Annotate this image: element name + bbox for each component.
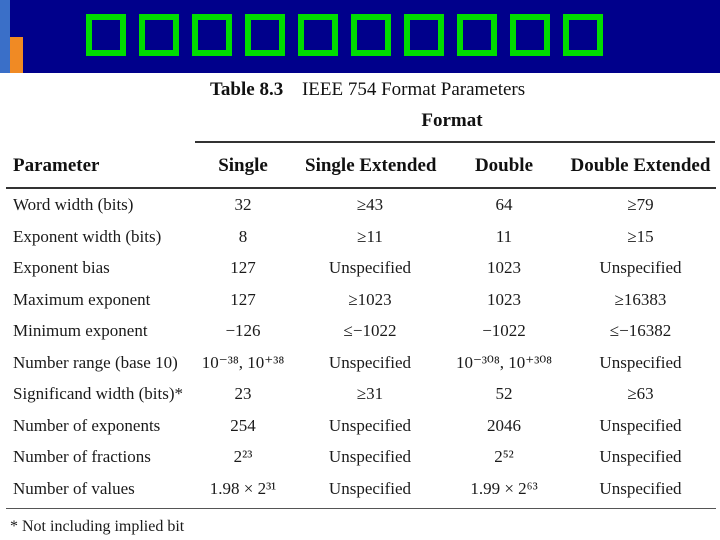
- cell-single: 8: [238, 226, 248, 246]
- cell-single: 254: [230, 415, 256, 435]
- cell-single-extended: ≥11: [357, 226, 383, 246]
- cell-parameter: Number of fractions: [13, 447, 151, 466]
- cell-parameter: Exponent bias: [13, 258, 110, 277]
- column-header-single: Single: [218, 155, 268, 176]
- cell-double-extended: Unspecified: [599, 478, 682, 498]
- missing-glyph-box: [298, 14, 338, 56]
- cell-double: −1022: [482, 321, 526, 340]
- cell-single: 127: [230, 289, 256, 309]
- cell-single-extended: Unspecified: [328, 447, 412, 466]
- table-row: [0, 290, 720, 320]
- cell-single: 10⁻³⁸, 10⁺³⁸: [201, 352, 285, 372]
- cell-double: 2046: [487, 415, 521, 435]
- cell-double: 10⁻³⁰⁸, 10⁺³⁰⁸: [455, 352, 553, 372]
- cell-parameter: Significand width (bits)*: [13, 384, 183, 403]
- table-rule-bottom: [6, 508, 716, 509]
- cell-double-extended: ≥79: [627, 195, 654, 214]
- missing-glyph-box: [457, 14, 497, 56]
- cell-single-extended: Unspecified: [328, 258, 412, 277]
- cell-single: 23: [234, 384, 252, 403]
- cell-double: 2⁵²: [494, 447, 514, 466]
- cell-double: 52: [495, 384, 513, 403]
- format-group-header: Format: [421, 110, 483, 131]
- cell-double: 1023: [487, 258, 521, 277]
- cell-single-extended: ≤−1022: [343, 321, 397, 340]
- cell-single-extended: ≥43: [356, 195, 384, 214]
- table-footnote: * Not including implied bit: [10, 518, 185, 535]
- cell-single-extended: Unspecified: [328, 478, 412, 498]
- column-header-double: Double: [474, 155, 534, 176]
- cell-double-extended: Unspecified: [599, 415, 682, 435]
- table-row: [0, 384, 720, 414]
- missing-glyph-box: [192, 14, 232, 56]
- cell-single-extended: Unspecified: [328, 415, 412, 435]
- cell-double-extended: ≥15: [627, 226, 654, 246]
- cell-double: 1.99 × 2⁶³: [470, 478, 538, 498]
- header-accent-block: [10, 37, 23, 73]
- cell-double-extended: ≥63: [627, 384, 654, 403]
- cell-single-extended: ≥1023: [348, 289, 392, 309]
- column-header-parameter: Parameter: [13, 155, 100, 176]
- header-accent-stripe: [0, 0, 10, 73]
- table-row: [0, 321, 720, 351]
- cell-double-extended: ≤−16382: [609, 321, 672, 340]
- column-header-double-extended: Double Extended: [570, 155, 711, 176]
- cell-single: 127: [230, 258, 256, 277]
- table-title: IEEE 754 Format Parameters: [301, 79, 526, 100]
- table-number: Table 8.3: [210, 79, 284, 100]
- cell-single: 2²³: [233, 447, 253, 466]
- column-header-single-extended: Single Extended: [305, 155, 437, 176]
- table-rule-top: [195, 141, 715, 143]
- cell-parameter: Number range (base 10): [13, 352, 178, 372]
- slide-title-missing-glyphs: [86, 14, 603, 70]
- cell-parameter: Word width (bits): [13, 195, 134, 214]
- missing-glyph-box: [404, 14, 444, 56]
- cell-double-extended: Unspecified: [599, 447, 682, 466]
- table-row: [0, 353, 720, 383]
- cell-parameter: Number of values: [13, 478, 135, 498]
- cell-single-extended: Unspecified: [328, 352, 412, 372]
- table-row: [0, 447, 720, 477]
- table-row: [0, 258, 720, 288]
- cell-single: 32: [234, 195, 252, 214]
- missing-glyph-box: [351, 14, 391, 56]
- cell-double: 1023: [487, 289, 521, 309]
- cell-parameter: Minimum exponent: [13, 321, 148, 340]
- missing-glyph-box: [139, 14, 179, 56]
- cell-single: −126: [225, 321, 261, 340]
- cell-parameter: Number of exponents: [13, 415, 161, 435]
- table-row: [0, 479, 720, 509]
- cell-double-extended: Unspecified: [599, 258, 682, 277]
- table-rule-header: [6, 187, 716, 189]
- cell-parameter: Exponent width (bits): [13, 226, 162, 246]
- cell-double-extended: Unspecified: [599, 352, 682, 372]
- missing-glyph-box: [86, 14, 126, 56]
- cell-single-extended: ≥31: [356, 384, 384, 403]
- table-caption: [210, 79, 525, 101]
- cell-double-extended: ≥16383: [614, 289, 667, 309]
- table-row: [0, 195, 720, 225]
- table-row: [0, 416, 720, 446]
- missing-glyph-box: [563, 14, 603, 56]
- cell-double: 64: [495, 195, 513, 214]
- cell-parameter: Maximum exponent: [13, 289, 151, 309]
- cell-double: 11: [495, 226, 513, 246]
- missing-glyph-box: [510, 14, 550, 56]
- missing-glyph-box: [245, 14, 285, 56]
- cell-single: 1.98 × 2³¹: [209, 478, 277, 498]
- table-row: [0, 227, 720, 257]
